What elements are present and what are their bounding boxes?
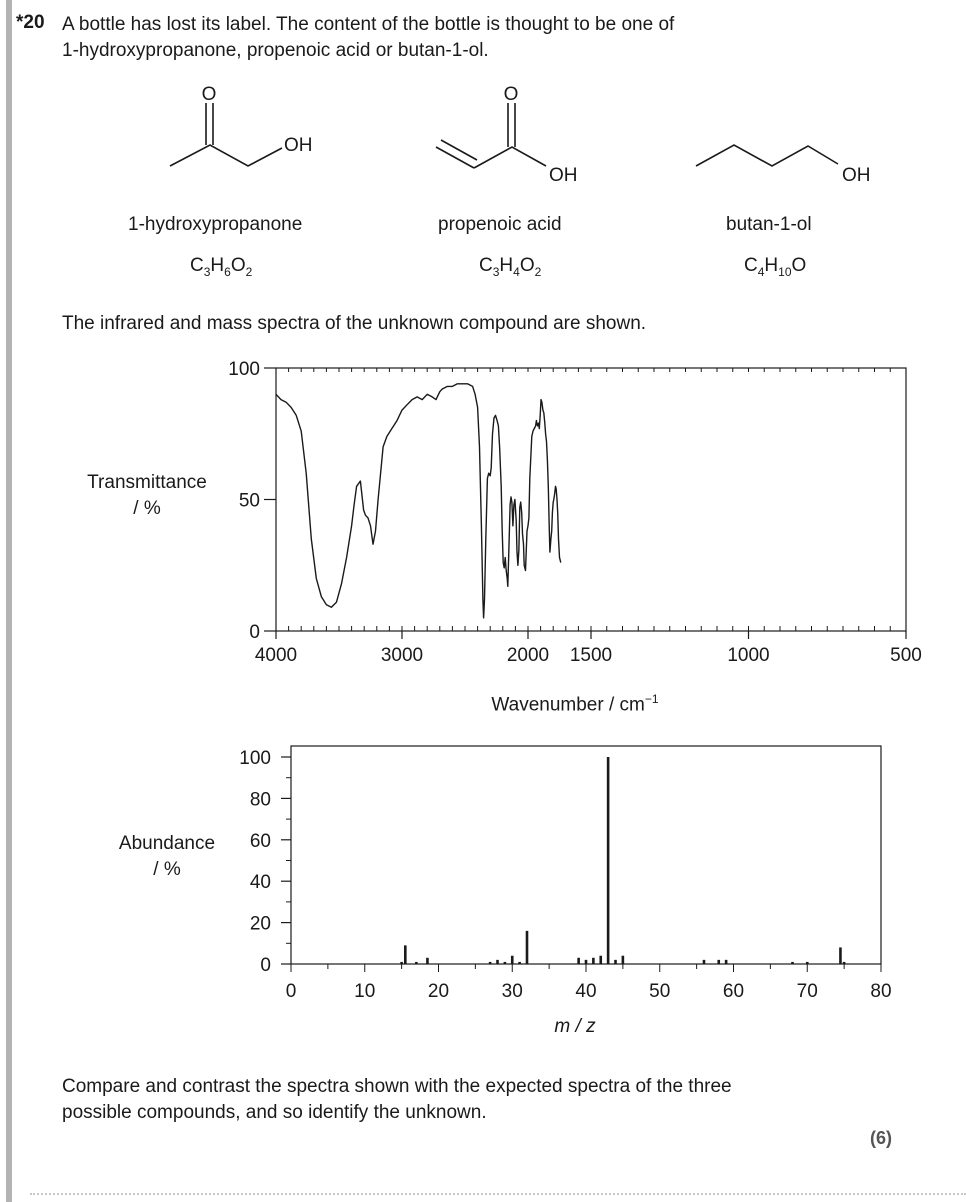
ms-y-tick-label: 60: [249, 830, 271, 852]
ir-spectrum-chart: [0, 355, 966, 715]
ms-x-tick-label: 50: [649, 981, 671, 1002]
ir-y-tick-label: 0: [249, 622, 260, 643]
ms-x-tick-label: 70: [796, 981, 818, 1002]
ir-x-tick-label: 1500: [569, 645, 613, 666]
propenoic-alkene-2: [441, 140, 477, 160]
ms-x-tick-label: 10: [354, 981, 376, 1002]
ms-x-tick-label: 0: [285, 981, 297, 1002]
propenoic-alkene-1: [436, 147, 474, 168]
ir-xlabel: Wavenumber / $cm^{-1}$: [491, 692, 659, 716]
marks-label: (6): [870, 1128, 892, 1148]
ms-y-tick-label: 80: [249, 789, 271, 811]
hydroxypropanone-o-atom: O: [201, 84, 217, 105]
ir-y-tick-label: 50: [238, 490, 260, 512]
ir-ylabel: Transmittance / %: [87, 472, 207, 519]
question-line-2: 1-hydroxypropanone, propenoic acid or butan-1-ol.: [62, 40, 489, 61]
compound-name-propenoic-acid: propenoic acid: [438, 214, 562, 235]
ir-plot-frame: [276, 368, 906, 631]
ms-ylabel: Abundance / %: [118, 833, 216, 880]
hydroxypropanone-oh-group: OH: [284, 135, 313, 156]
formula-hydroxypropanone: $C_3H_6O_2$: [190, 255, 253, 279]
ms-x-tick-label: 40: [575, 981, 597, 1002]
closing-instruction: Compare and contrast the spectra shown with the expected spectra of the three possible compounds, and so identify the unknown.: [62, 1076, 732, 1123]
ir-x-tick-label: 1000: [727, 645, 770, 666]
ms-y-tick-label: 40: [249, 872, 271, 894]
ms-x-tick-label: 20: [427, 981, 450, 1002]
mass-spectrum-chart: [0, 740, 966, 1040]
hydroxypropanone-chain: [170, 145, 282, 166]
ir-x-tick-label: 3000: [380, 645, 424, 666]
propenoic-o-atom: O: [503, 84, 519, 105]
ms-plot-frame: [291, 746, 881, 964]
question-line-1: A bottle has lost its label. The content of the bottle is thought to be one of: [62, 14, 675, 35]
propenoic-chain: [474, 147, 546, 168]
formula-butanol: $C_4H_{10}O$: [744, 255, 807, 279]
ir-y-tick-label: 100: [228, 359, 260, 380]
ir-spectrum-trace: [276, 384, 561, 618]
compound-name-butanol: butan-1-ol: [726, 214, 812, 235]
ms-xlabel: m / z: [554, 1016, 596, 1037]
ir-x-tick-label: 500: [890, 645, 922, 666]
butanol-chain: [696, 145, 838, 166]
answer-line: [30, 1193, 966, 1195]
ms-y-tick-label: 0: [260, 955, 271, 976]
compound-name-hydroxypropanone: 1-hydroxypropanone: [128, 214, 303, 235]
ir-x-tick-label: 4000: [254, 645, 298, 666]
formula-propenoic-acid: $C_3H_4O_2$: [479, 255, 542, 279]
ms-y-tick-label: 100: [239, 748, 271, 769]
question-number: *20: [16, 12, 45, 33]
ms-y-tick-label: 20: [249, 913, 271, 935]
ms-x-tick-label: 60: [722, 981, 745, 1002]
spectra-intro: The infrared and mass spectra of the unknown compound are shown.: [62, 313, 647, 334]
ms-x-tick-label: 80: [870, 981, 892, 1002]
propenoic-oh-group: OH: [549, 165, 578, 186]
butanol-oh-group: OH: [842, 165, 871, 186]
ms-x-tick-label: 30: [501, 981, 523, 1002]
ir-x-tick-label: 2000: [506, 645, 550, 666]
